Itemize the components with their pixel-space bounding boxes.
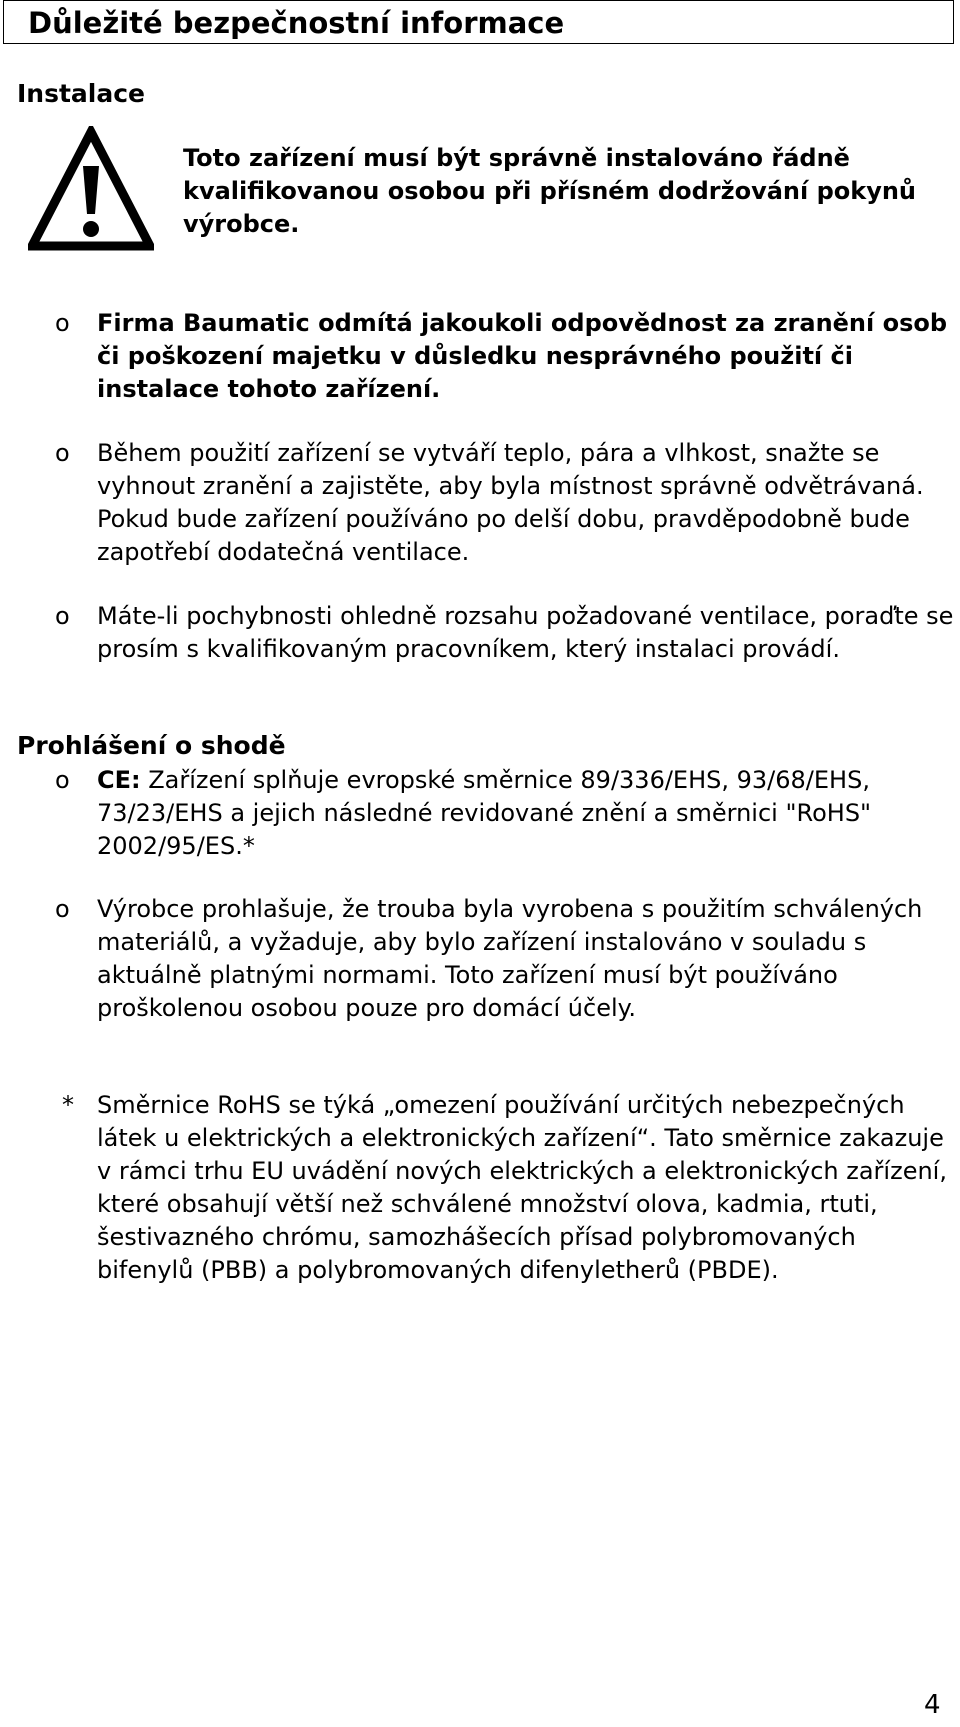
page-title: Důležité bezpečnostní informace	[28, 6, 565, 40]
installation-item-ventilation: Během použití zařízení se vytváří teplo, pára a vlhkost, snažte se vyhnout zranění a zajistěte, aby byla místnost správně odvětrávaná. Pokud bude zařízení používáno po delší dobu, pravděpodobně bude zapotřebí dodatečná ventilace.	[97, 439, 924, 566]
section-heading-installation: Instalace	[17, 79, 146, 108]
installation-item-liability: Firma Baumatic odmítá jakoukoli odpovědnost za zranění osob či poškození majetku v důsledku nesprávného použití či instalace tohoto zařízení.	[97, 309, 948, 403]
installation-item-advice: Máte-li pochybnosti ohledně rozsahu požadované ventilace, poraďte se prosím s kvalifikovaným pracovníkem, který instalaci provádí.	[97, 602, 954, 663]
section-heading-conformity: Prohlášení o shodě	[17, 731, 286, 760]
bullet-marker: o	[55, 439, 70, 467]
conformity-item-ce	[97, 764, 955, 863]
bullet-marker: o	[55, 766, 70, 794]
page-number: 4	[924, 1690, 941, 1720]
rohs-footnote: Směrnice RoHS se týká „omezení používání určitých nebezpečných látek u elektrických a elektronických zařízení“. Tato směrnice zakazuje v rámci trhu EU uvádění nových elektrických a elektronických zařízení, které obsahují větší než schválené množství olova, kadmia, rtuti, šestivazného chrómu, samozhášecích přísad polybromovaných bifenylů (PBB) a polybromovaných difenyletherů (PBDE).	[97, 1091, 947, 1284]
bullet-marker: o	[55, 895, 70, 923]
footnote-marker: *	[62, 1091, 74, 1119]
ce-text: Zařízení splňuje evropské směrnice 89/336/EHS, 93/68/EHS, 73/23/EHS a jejich následné revidované znění a směrnici "RoHS" 2002/95/ES.*	[97, 766, 872, 860]
warning-icon	[28, 126, 154, 252]
title-box	[3, 0, 954, 44]
bullet-marker: o	[55, 602, 70, 630]
bullet-marker: o	[55, 309, 70, 337]
ce-label: CE:	[97, 766, 141, 794]
conformity-item-manufacturer: Výrobce prohlašuje, že trouba byla vyrobena s použitím schválených materiálů, a vyžaduje, aby bylo zařízení instalováno v souladu s aktuálně platnými normami. Toto zařízení musí být používáno proškolenou osobou pouze pro domácí účely.	[97, 895, 923, 1022]
warning-text: Toto zařízení musí být správně instalováno řádně kvalifikovanou osobou při přísném dodržování pokynů výrobce.	[183, 144, 917, 238]
